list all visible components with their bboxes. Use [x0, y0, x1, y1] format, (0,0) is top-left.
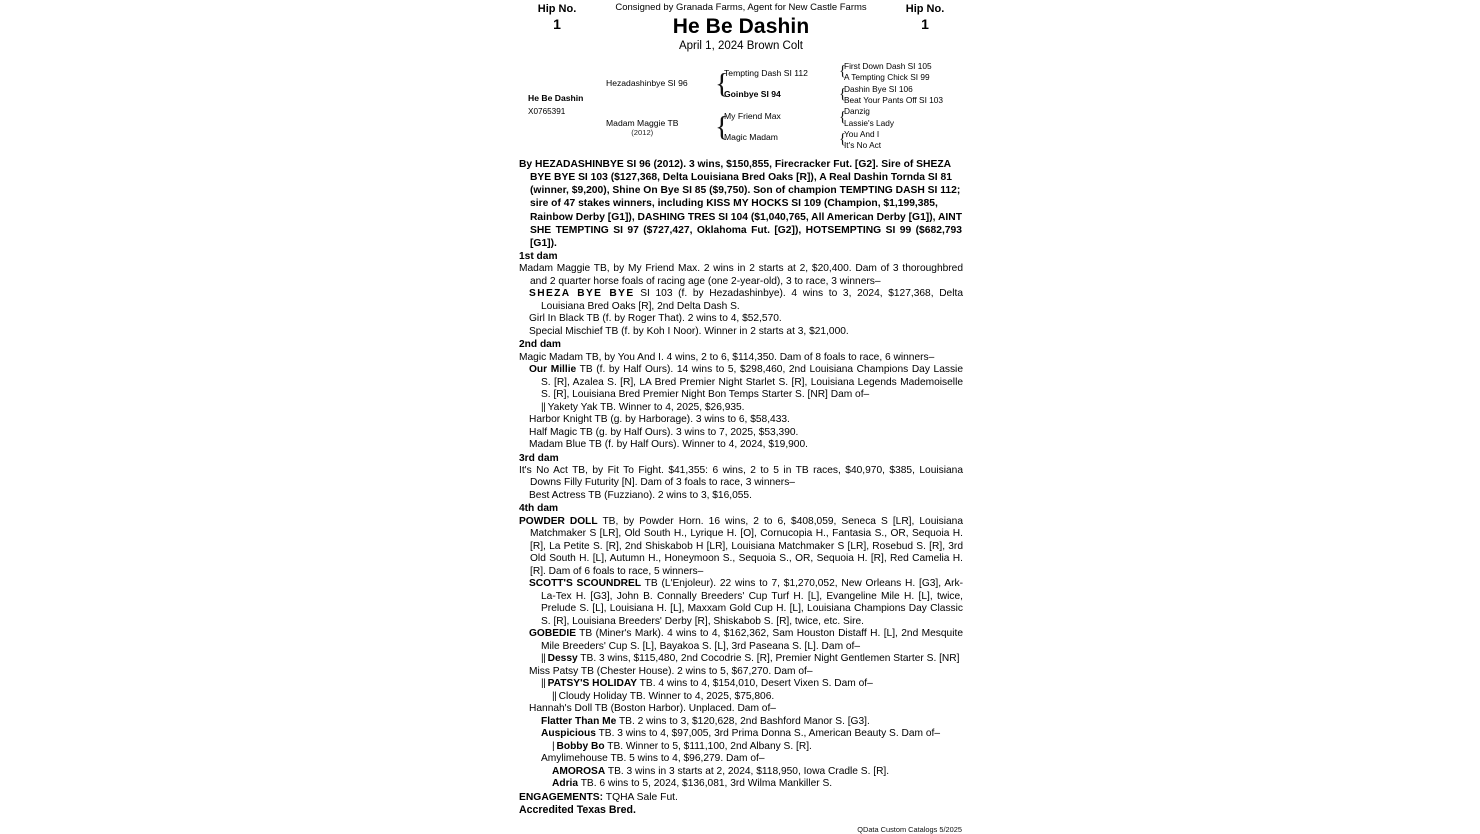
sire-line-2: BYE BYE SI 103 ($127,368, Delta Louisiana Bred Oaks [R]), A Real Dashin Tornda SI 81 — [530, 172, 952, 184]
produce-name: Hannah's Doll TB — [529, 703, 608, 715]
pedigree-chart — [519, 62, 963, 158]
produce-details: Winner to 4, 2025, $26,935. — [615, 401, 745, 413]
produce-name: GOBEDIE — [529, 628, 576, 640]
pedigree-g4-5: Danzig — [844, 106, 870, 117]
produce-name: Dessy — [547, 653, 578, 665]
produce-name: SHEZA BYE BYE — [529, 288, 635, 300]
produce-entry — [519, 753, 963, 765]
produce-name: Amylimehouse TB. — [541, 753, 627, 765]
produce-entry — [519, 741, 963, 753]
hip-label-right: Hip No. — [905, 3, 945, 15]
produce-name: Bobby Bo — [556, 740, 605, 752]
produce-entry — [519, 728, 963, 740]
produce-name: Half Magic TB — [529, 426, 593, 438]
produce-details: TB. 3 wins, $115,480, 2nd Cocodrie S. [R], Premier Night Gentlemen Starter S. [NR] — [577, 653, 960, 665]
produce-entry — [519, 414, 963, 426]
indent-bar: || — [541, 678, 548, 690]
accreditation-line: Accredited Texas Bred. — [519, 804, 636, 817]
brace-icon: { — [839, 63, 847, 79]
dam-intro-name: POWDER DOLL — [519, 515, 598, 527]
brace-icon: { — [839, 108, 847, 125]
produce-entry — [519, 653, 963, 665]
produce-details: Winner to 4, 2025, $75,806. — [645, 690, 775, 702]
produce-name: PATSY'S HOLIDAY — [547, 678, 638, 690]
sire-line-4: sire of 47 stakes winners, including KISS MY HOCKS SI 109 (Champion, $1,199,385, — [530, 198, 938, 210]
indent-bar: || — [541, 401, 548, 413]
produce-name: Girl In Black TB — [529, 313, 600, 325]
produce-details: (f. by Half Ours). Winner to 4, 2024, $19,900. — [601, 439, 808, 451]
indent-bar: || — [541, 653, 548, 665]
brace-icon: { — [715, 68, 729, 100]
produce-details: (Chester House). 2 wins to 5, $67,270. Dam of– — [593, 665, 813, 677]
hip-value-left: 1 — [553, 16, 561, 33]
produce-details: (g. by Harborage). 3 wins to 6, $58,433. — [607, 414, 790, 426]
produce-entry — [519, 666, 963, 678]
produce-name: Best Actress TB — [529, 489, 602, 501]
page-title: He Be Dashin — [672, 15, 810, 39]
produce-details: (g. by Half Ours). 3 wins to 7, 2025, $53,390. — [592, 426, 799, 438]
produce-name: Auspicious — [541, 728, 596, 740]
pedigree-g4-7: You And I — [844, 128, 880, 139]
hip-number-right — [885, 2, 965, 34]
produce-details: (Fuzziano). 2 wins to 3, $16,055. — [601, 489, 752, 501]
produce-entry — [519, 326, 963, 338]
pedigree-g4-6: Lassie's Lady — [844, 117, 895, 128]
produce-entry — [519, 778, 963, 790]
produce-entry — [519, 490, 963, 502]
produce-details: TB. 6 wins to 5, 2024, $136,081, 3rd Wilma Mankiller S. — [578, 778, 833, 790]
dam-heading: 2nd dam — [519, 339, 561, 351]
consignor-line: Consigned by Granada Farms, Agent for New Castle Farms — [615, 2, 867, 13]
hip-number-left — [517, 2, 597, 34]
hip-value-right: 1 — [921, 16, 929, 33]
produce-details: TB. 2 wins to 3, $120,628, 2nd Bashford Manor S. [G3]. — [616, 715, 870, 727]
sire-paragraph — [519, 158, 963, 250]
produce-name: Adria — [552, 778, 579, 790]
produce-details: TB (L'Enjoleur). 22 wins to 7, $1,270,052, New Orleans H. [G3], Ark-La-Tex H. [G3], John B. Connally Breeders' Cup Turf H. [L], Evangeline Mile H. [L], twice, Prelude S. [L], Louisiana H. [L], Maxxam Gold Cup H. [L], Louisiana Champions Day Classic S. [R], Louisiana Breeders' Derby [R], Shiskabob S. [R], twice, etc. Sire. — [541, 578, 963, 627]
dam-heading: 3rd dam — [519, 452, 559, 464]
sire-line-1: By HEZADASHINBYE SI 96 (2012). 3 wins, $150,855, Firecracker Fut. [G2]. Sire of SHEZA — [519, 159, 952, 170]
produce-entry — [519, 364, 963, 401]
produce-details: 5 wins to 4, $96,279. Dam of– — [626, 753, 765, 765]
produce-details: TB (Miner's Mark). 4 wins to 4, $162,362, Sam Houston Distaff H. [L], 2nd Mesquite Mile Breeders' Cup S. [L], Bayakoa S. [L], 3rd Paseana S. [L]. Dam of– — [541, 628, 963, 652]
pedigree-g4-3: Dashin Bye SI 106 — [844, 83, 913, 94]
produce-entry — [519, 703, 963, 715]
produce-name: Flatter Than Me — [541, 715, 617, 727]
sire-line-6: SHE TEMPTING SI 97 ($727,427, Oklahoma Fut. [G2]), HOTSEMPTING SI 99 ($682,793 [G1]). — [530, 224, 962, 249]
indent-bar: || — [552, 690, 559, 702]
pedigree-subject-registration: X0765391 — [528, 106, 566, 116]
produce-name: Cloudy Holiday TB. — [558, 690, 646, 702]
produce-name: Our Millie — [529, 364, 577, 376]
pedigree-dam-dam: Magic Madam — [724, 132, 778, 142]
produce-entry — [519, 439, 963, 451]
pedigree-sire-dam: Goinbye SI 94 — [724, 89, 781, 99]
sire-line-5: Rainbow Derby [G1]), DASHING TRES SI 104 ($1,040,765, All American Derby [G1]), AINT — [530, 211, 963, 223]
produce-name: Madam Blue TB — [529, 439, 602, 451]
produce-details: (f. by Roger That). 2 wins to 4, $52,570. — [599, 313, 782, 325]
pedigree-dam-name: Madam Maggie TB — [606, 118, 679, 128]
pedigree-subject — [528, 94, 583, 116]
produce-details: TB (f. by Half Ours). 14 wins to 5, $298,460, 2nd Louisiana Champions Day Lassie S. [R], Azalea S. [R], LA Bred Premier Night Starlet S. [R], Louisiana Legends Mademoiselle S. [R], Louisiana Bred Premier Night Bon Temps Starter S. [NR] Dam of– — [541, 364, 963, 401]
engagements-label: ENGAGEMENTS: — [519, 791, 604, 803]
brace-icon: { — [839, 85, 847, 102]
pedigree-dam-year: (2012) — [631, 127, 654, 137]
birth-description: April 1, 2024 Brown Colt — [678, 39, 803, 52]
brace-icon: { — [839, 131, 847, 147]
hip-label-left: Hip No. — [537, 3, 577, 15]
produce-details: TB. 3 wins in 3 starts at 2, 2024, $118,950, Iowa Cradle S. [R]. — [605, 765, 890, 777]
sire-line-3: (winner, $9,200), Shine On Bye SI 85 ($9,750). Son of champion TEMPTING DASH SI 112; — [530, 185, 961, 197]
produce-entry — [519, 628, 963, 653]
produce-entry — [519, 716, 963, 728]
produce-details: TB. 3 wins to 4, $97,005, 3rd Prima Donna S., American Beauty S. Dam of– — [595, 728, 941, 740]
dam-heading: 4th dam — [519, 503, 559, 515]
produce-details: (f. by Koh I Noor). Winner in 2 starts at 3, $21,000. — [618, 325, 849, 337]
engagements-line — [519, 792, 963, 805]
pedigree-subject-name: He Be Dashin — [528, 93, 584, 103]
dam-heading: 1st dam — [519, 250, 558, 262]
pedigree-g4-2: A Tempting Chick SI 99 — [844, 72, 930, 83]
produce-entry — [519, 288, 963, 313]
produce-entry — [519, 402, 963, 414]
produce-details: SI 103 (f. by Hezadashinbye). 4 wins to 3, 2024, $127,368, Delta Louisiana Bred Oaks [R], 2nd Delta Dash S. — [541, 288, 963, 312]
produce-entry — [519, 766, 963, 778]
dam-intro: Magic Madam TB, by You And I. 4 wins, 2 to 6, $114,350. Dam of 8 foals to race, 6 winners– — [519, 351, 935, 363]
produce-name: Miss Patsy TB — [529, 665, 594, 677]
produce-details: TB. Winner to 5, $111,100, 2nd Albany S. [R]. — [604, 740, 812, 752]
pedigree-sire-sire: Tempting Dash SI 112 — [724, 68, 808, 78]
produce-entry — [519, 427, 963, 439]
dam-intro: Madam Maggie TB, by My Friend Max. 2 wins in 2 starts at 2, $20,400. Dam of 3 thoroughbred and 2 quarter horse foals of racing age (one 2-year-old), 3 to race, 3 winners– — [519, 263, 963, 287]
produce-entry — [519, 678, 963, 690]
engagements-value: TQHA Sale Fut. — [603, 791, 678, 803]
produce-name: Harbor Knight TB — [529, 414, 608, 426]
dam-sections — [519, 251, 963, 791]
pedigree-g4-8: It's No Act — [844, 140, 882, 151]
produce-name: SCOTT'S SCOUNDREL — [529, 578, 642, 590]
produce-entry — [519, 691, 963, 703]
produce-name: Special Mischief TB — [529, 325, 619, 337]
dam-intro: It's No Act TB, by Fit To Fight. $41,355: 6 wins, 2 to 5 in TB races, $40,970, $385, Louisiana Downs Filly Futurity [N]. Dam of 3 foals to race, 3 winners– — [519, 464, 963, 489]
produce-name: AMOROSA — [552, 765, 606, 777]
pedigree-sire: Hezadashinbye SI 96 — [606, 78, 688, 88]
produce-details: TB. 4 wins to 4, $154,010, Desert Vixen S. Dam of– — [637, 678, 873, 690]
pedigree-dam-sire: My Friend Max — [724, 111, 781, 121]
produce-details: (Boston Harbor). Unplaced. Dam of– — [607, 703, 776, 715]
indent-bar: | — [552, 740, 557, 752]
catalog-page — [519, 0, 963, 834]
pedigree-g4-4: Beat Your Pants Off SI 103 — [844, 94, 944, 105]
brace-icon: { — [715, 111, 729, 143]
pedigree-dam — [606, 119, 678, 138]
produce-entry — [519, 313, 963, 325]
produce-entry — [519, 578, 963, 628]
dam-intro: POWDER DOLL TB, by Powder Horn. 16 wins, 2 to 6, $408,059, Seneca S [LR], Louisiana Matchmaker S [LR], Old South H., Lyrique H. [O], Cornucopia H., Fantasia S., OR, Sequoia H. [R], La Petite S. [R], 2nd Shiskabob H [LR], Louisiana Matchmaker S [LR], Rosebud S. [R], 3rd Old South H. [L], Autumn H., Honeymoon S., Sequoia S., OR, Sequoia H. [R], Red Camelia H. [R]. Dam of 6 foals to race, 5 winners– — [519, 515, 963, 577]
produce-name: Yakety Yak TB. — [547, 401, 616, 413]
page-footer: QData Custom Catalogs 5/2025 — [857, 824, 962, 834]
pedigree-g4-1: First Down Dash SI 105 — [844, 61, 932, 71]
page-header — [519, 0, 963, 62]
